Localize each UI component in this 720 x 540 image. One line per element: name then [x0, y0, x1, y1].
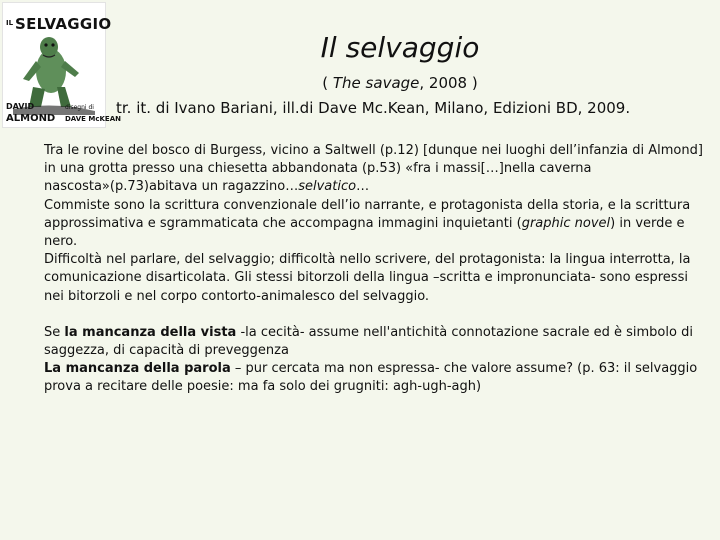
paragraph-sight [44, 324, 709, 360]
bold-mancanza-parola: La mancanza della parola [44, 361, 231, 377]
page-title: Il selvaggio [320, 31, 480, 64]
paragraph-writing-end: ) in verde e nero. [44, 215, 685, 250]
svg-text:IL: IL [6, 19, 14, 27]
paragraph-sight-text: -la cecità- assume nell'antichità connotazione sacrale ed è simbolo di saggezza, di capacità di preveggenza [44, 324, 693, 359]
paragraph-setting [44, 142, 709, 197]
paragraph-speech-text: – pur cercata ma non espressa- che valore assume? (p. 63: il selvaggio prova a recitare delle poesie: ma fa solo dei grugniti: agh-ugh-agh) [44, 361, 698, 395]
emphasis-graphic-novel: graphic novel [521, 215, 611, 231]
subtitle-open: ( [322, 74, 333, 92]
svg-text:DAVID: DAVID [6, 102, 35, 111]
paragraph-difficulty: Difficoltà nel parlare, del selvaggio; difficoltà nello scrivere, del protagonista: la lingua interrotta, la comunicazione disarticolata. Gli stessi bitorzoli della lingua –scritta e impronunciata- sono espressi nei bitorzoli e nel corpo contorto-animalesco del selvaggio. [44, 252, 691, 304]
emphasis-selvatico: selvatico [298, 179, 357, 195]
subtitle-close: , 2008 ) [419, 74, 478, 92]
paragraph-gap [44, 306, 709, 324]
book-credits: tr. it. di Ivano Bariani, ill.di Dave Mc.Kean, Milano, Edizioni BD, 2009. [116, 99, 631, 117]
svg-text:DAVE McKEAN: DAVE McKEAN [65, 115, 121, 123]
bold-mancanza-vista: la mancanza della vista [64, 324, 237, 340]
paragraph-writing-text: Commiste sono la scrittura convenzionale dell’io narrante, e protagonista della storia, e la scrittura approssimativa e sgrammaticata che accompagna immagini inquietanti ( [44, 197, 691, 231]
svg-text:SELVAGGIO: SELVAGGIO [15, 15, 112, 33]
book-subtitle [200, 73, 600, 93]
paragraph-setting-end: … [356, 179, 370, 195]
svg-text:ALMOND: ALMOND [6, 113, 56, 124]
cover-illustration [3, 3, 121, 127]
svg-text:disegni di: disegni di [65, 104, 94, 111]
body-text [44, 142, 709, 397]
original-title: The savage [332, 74, 420, 92]
paragraph-setting-text: Tra le rovine del bosco di Burgess, vicino a Saltwell (p.12) [dunque nei luoghi dell’infanzia di Almond] in una grotta presso una chiesetta abbandonata (p.53) «fra i massi[…]nella caverna nascosta»(p.73)abitava un ragazzino… [44, 143, 703, 195]
book-cover-image [2, 2, 121, 128]
paragraph-sight-intro: Se [44, 324, 65, 340]
paragraph-speech [44, 360, 709, 396]
paragraph-writing [44, 197, 709, 252]
